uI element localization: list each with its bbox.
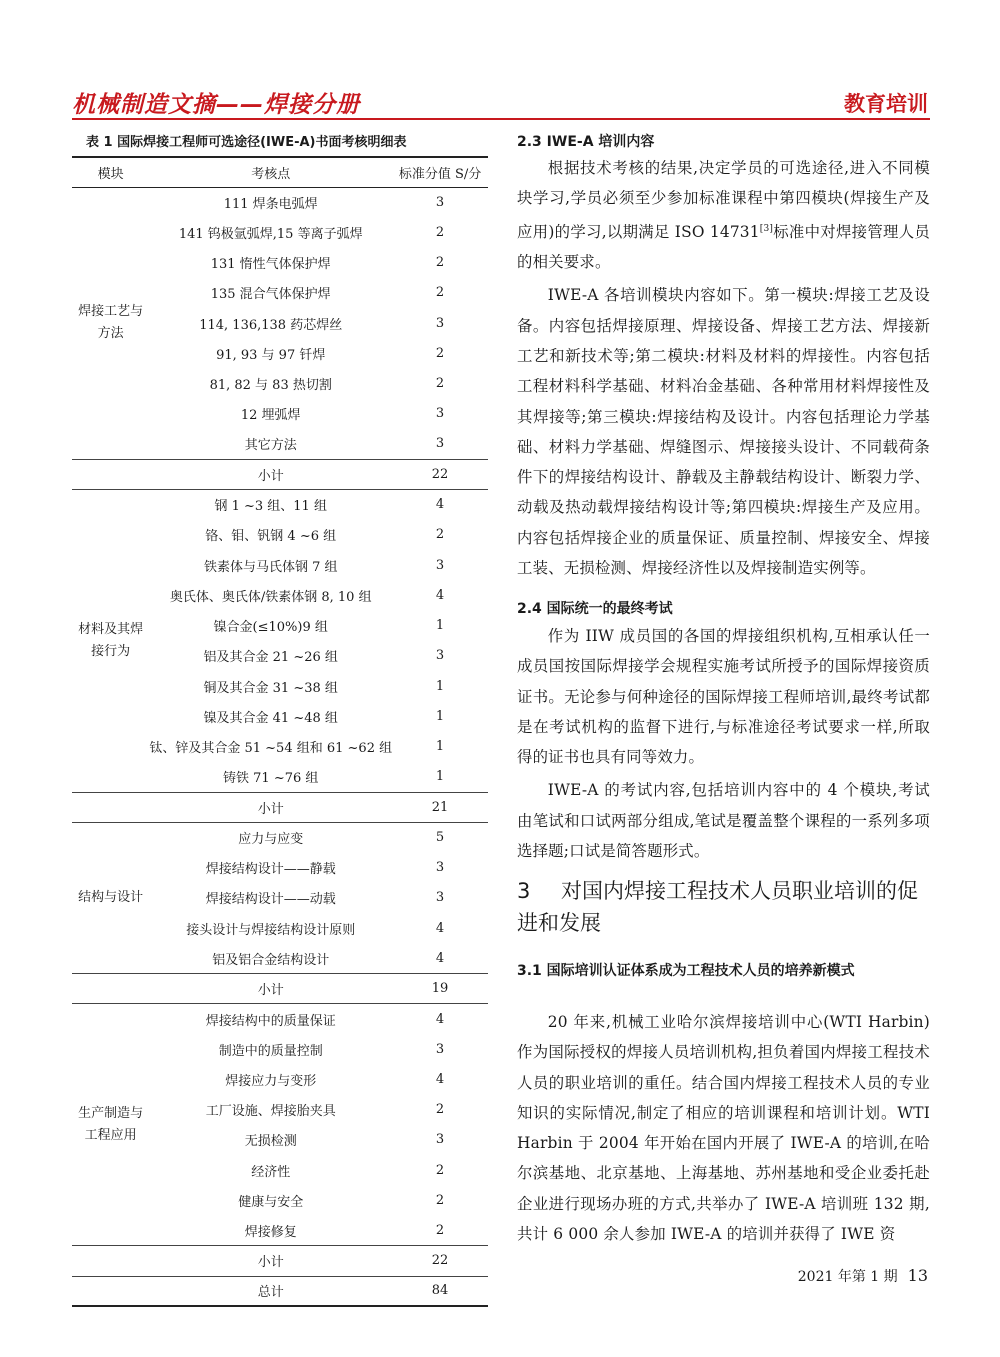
point-cell: 接头设计与焊接结构设计原则 xyxy=(186,922,356,938)
table-row xyxy=(72,490,488,520)
point-cell: 铸铁 71 ~76 组 xyxy=(223,771,319,787)
section-3-1-title: 3.1 国际培训认证体系成为工程技术人员的培养新模式 xyxy=(517,963,855,979)
section-2-3-title-wrap xyxy=(517,131,930,151)
paragraph: IWE-A 各培训模块内容如下。第一模块:焊接工艺及设备。内容包括焊接原理、焊接设备、焊接工艺方法、焊接新工艺和新技术等;第二模块:材料及材料的焊接性。内容包括工程材料科学基础、材料冶金基础、各种常用材料焊接性及其焊接等;第三模块:焊接结构及设计。内容包括理论力学基础、材料力学基础、焊缝图示、焊接接头设计、不同载荷条件下的焊接结构设计、静载及主静载结构设计、断裂力学、动载及热动载焊接结构设计等;第四模块:焊接生产及应用。内容包括焊接企业的质量保证、质量控制、焊接安全、焊接工装、无损检测、焊接经济性以及焊接制造实例等。 xyxy=(517,286,930,577)
score-cell: 4 xyxy=(435,920,445,936)
paragraph: 作为 IIW 成员国的各国的焊接组织机构,互相承认任一成员国按国际焊接学会规程实施考试所授予的国际焊接资质证书。无论参与何种途径的国际焊接工程师培训,最终考试都是在考试机构的监督下进行,与标准途径考试要求一样,所取得的证书也具有同等效力。 xyxy=(517,627,930,767)
point-cell: 其它方法 xyxy=(244,438,297,454)
point-cell: 铁素体与马氏体钢 7 组 xyxy=(203,559,338,575)
total-label: 总计 xyxy=(149,1276,392,1306)
table-body xyxy=(72,187,488,1306)
subtotal-label: 小计 xyxy=(149,974,392,1004)
header-score: 标准分值 S/分 xyxy=(392,157,488,187)
score-cell: 3 xyxy=(435,557,445,573)
empty-cell xyxy=(72,792,149,822)
point-cell: 应力与应变 xyxy=(238,832,304,848)
module-cell: 材料及其焊接行为 xyxy=(78,621,144,659)
section-2-3-body xyxy=(517,153,930,583)
table-row xyxy=(72,822,488,852)
score-cell: 2 xyxy=(435,285,445,301)
point-cell: 铝及其合金 21 ~26 组 xyxy=(203,650,338,666)
score-cell: 2 xyxy=(435,224,445,240)
score-cell: 1 xyxy=(435,708,445,724)
score-cell: 3 xyxy=(435,406,445,422)
score-cell: 2 xyxy=(435,345,445,361)
score-cell: 1 xyxy=(435,678,445,694)
empty-cell xyxy=(72,459,149,489)
score-cell: 2 xyxy=(435,1192,445,1208)
section-2-3-title: 2.3 IWE-A 培训内容 xyxy=(517,134,655,150)
module-cell: 生产制造与工程应用 xyxy=(78,1105,144,1143)
section-3-heading xyxy=(517,875,930,939)
score-cell: 2 xyxy=(435,1102,445,1118)
score-cell: 2 xyxy=(435,1162,445,1178)
score-cell: 5 xyxy=(435,830,445,846)
module-cell: 结构与设计 xyxy=(78,889,144,905)
section-3-title: 对国内焊接工程技术人员职业培训的促进和发展 xyxy=(517,879,918,935)
point-cell: 经济性 xyxy=(251,1164,291,1180)
score-cell: 3 xyxy=(435,890,445,906)
point-cell: 焊接结构设计——动载 xyxy=(205,892,336,908)
score-cell: 1 xyxy=(435,769,445,785)
paragraph: 20 年来,机械工业哈尔滨焊接培训中心(WTI Harbin)作为国际授权的焊接人员培训机构,担负着国内焊接工程技术人员的职业培训的重任。结合国内焊接工程技术人员的专业知识的实际情况,制定了相应的培训课程和培训计划。WTI Harbin 于 2004 年开始在国内开展了 IWE-A 的培训,在哈尔滨基地、北京基地、上海基地、苏州基地和受企业委托赴企业进行现场办班的方式,共举办了 IWE-A 培训班 132 期,共计 6 000 余人参加 IWE-A 的培训并获得了 IWE 资 xyxy=(517,1013,930,1244)
empty-cell xyxy=(72,1276,149,1306)
score-cell: 4 xyxy=(435,1071,445,1087)
empty-cell xyxy=(72,1246,149,1276)
score-cell: 2 xyxy=(435,376,445,392)
point-cell: 钛、锌及其合金 51 ~54 组和 61 ~62 组 xyxy=(149,741,393,757)
point-cell: 焊接应力与变形 xyxy=(225,1073,317,1089)
point-cell: 114, 136,138 药芯焊丝 xyxy=(199,317,343,333)
total-row xyxy=(72,1276,488,1306)
module-cell: 焊接工艺与方法 xyxy=(78,304,144,342)
point-cell: 无损检测 xyxy=(244,1134,297,1150)
score-cell: 3 xyxy=(435,1132,445,1148)
section-2-4-title-wrap xyxy=(517,598,930,618)
point-cell: 镍合金(≤10%)9 组 xyxy=(213,620,328,636)
point-cell: 焊接结构中的质量保证 xyxy=(205,1013,336,1029)
subtotal-row xyxy=(72,1246,488,1276)
empty-cell xyxy=(72,974,149,1004)
section-3-1-body xyxy=(517,1007,930,1249)
point-cell: 91, 93 与 97 钎焊 xyxy=(216,347,326,363)
section-3-1-title-wrap xyxy=(517,958,930,984)
subtotal-value: 21 xyxy=(392,792,488,822)
section-3-number: 3 xyxy=(517,879,531,903)
point-cell: 135 混合气体保护焊 xyxy=(210,287,331,303)
issue-label: 2021 年第 1 期 xyxy=(797,1269,898,1285)
score-cell: 2 xyxy=(435,1222,445,1238)
table-row xyxy=(72,1004,488,1034)
table-header-row xyxy=(72,157,488,187)
point-cell: 工厂设施、焊接胎夹具 xyxy=(205,1104,336,1120)
subtotal-row xyxy=(72,792,488,822)
point-cell: 镍及其合金 41 ~48 组 xyxy=(203,710,338,726)
subtotal-label: 小计 xyxy=(149,459,392,489)
point-cell: 12 埋弧焊 xyxy=(240,408,301,424)
subtotal-label: 小计 xyxy=(149,792,392,822)
subtotal-value: 22 xyxy=(392,1246,488,1276)
point-cell: 131 惰性气体保护焊 xyxy=(210,257,331,273)
header-divider xyxy=(72,118,930,120)
point-cell: 焊接修复 xyxy=(244,1224,297,1240)
score-cell: 1 xyxy=(435,618,445,634)
section-2-4-body xyxy=(517,621,930,866)
score-cell: 1 xyxy=(435,739,445,755)
score-cell: 3 xyxy=(435,436,445,452)
score-cell: 4 xyxy=(435,587,445,603)
point-cell: 111 焊条电弧焊 xyxy=(223,196,318,212)
subtotal-value: 22 xyxy=(392,459,488,489)
score-cell: 2 xyxy=(435,527,445,543)
score-cell: 3 xyxy=(435,315,445,331)
subtotal-value: 19 xyxy=(392,974,488,1004)
score-cell: 4 xyxy=(435,1011,445,1027)
score-cell: 4 xyxy=(435,497,445,513)
point-cell: 铝及铝合金结构设计 xyxy=(212,952,330,968)
section-label: 教育培训 xyxy=(844,92,928,116)
paragraph: 根据技术考核的结果,决定学员的可选途径,进入不同模块学习,学员必须至少参加标准课程中第四模块(焊接生产及应用)的学习,以期满足 ISO 14731[3]标准中对焊接管理人员的相关要求。 xyxy=(517,159,930,272)
score-cell: 3 xyxy=(435,194,445,210)
point-cell: 焊接结构设计——静载 xyxy=(205,862,336,878)
table-caption: 表 1 国际焊接工程师可选途径(IWE-A)书面考核明细表 xyxy=(86,135,407,150)
exam-table xyxy=(72,156,488,1307)
point-cell: 铬、钼、钒钢 4 ~6 组 xyxy=(205,529,337,545)
point-cell: 健康与安全 xyxy=(238,1194,304,1210)
section-2-4-title: 2.4 国际统一的最终考试 xyxy=(517,601,673,617)
score-cell: 3 xyxy=(435,1041,445,1057)
page-footer xyxy=(798,1266,928,1286)
table-row xyxy=(72,187,488,217)
score-cell: 3 xyxy=(435,860,445,876)
paragraph: IWE-A 的考试内容,包括培训内容中的 4 个模块,考试由笔试和口试两部分组成,笔试是覆盖整个课程的一系列多项选择题;口试是简答题形式。 xyxy=(517,781,930,861)
subtotal-row xyxy=(72,459,488,489)
point-cell: 制造中的质量控制 xyxy=(218,1043,323,1059)
point-cell: 81, 82 与 83 热切割 xyxy=(209,378,332,394)
score-cell: 2 xyxy=(435,255,445,271)
point-cell: 奥氏体、奥氏体/铁素体钢 8, 10 组 xyxy=(169,589,372,605)
total-value: 84 xyxy=(392,1276,488,1306)
point-cell: 141 钨极氩弧焊,15 等离子弧焊 xyxy=(178,226,363,242)
subtotal-label: 小计 xyxy=(149,1246,392,1276)
reference-mark: [3] xyxy=(759,223,774,234)
page-number: 13 xyxy=(907,1266,928,1285)
point-cell: 钢 1 ~3 组、11 组 xyxy=(214,499,327,515)
journal-title: 机械制造文摘——焊接分册 xyxy=(72,92,360,118)
point-cell: 铜及其合金 31 ~38 组 xyxy=(203,680,338,696)
header-point: 考核点 xyxy=(149,157,392,187)
score-cell: 4 xyxy=(435,950,445,966)
subtotal-row xyxy=(72,974,488,1004)
header-module: 模块 xyxy=(72,157,149,187)
score-cell: 3 xyxy=(435,648,445,664)
